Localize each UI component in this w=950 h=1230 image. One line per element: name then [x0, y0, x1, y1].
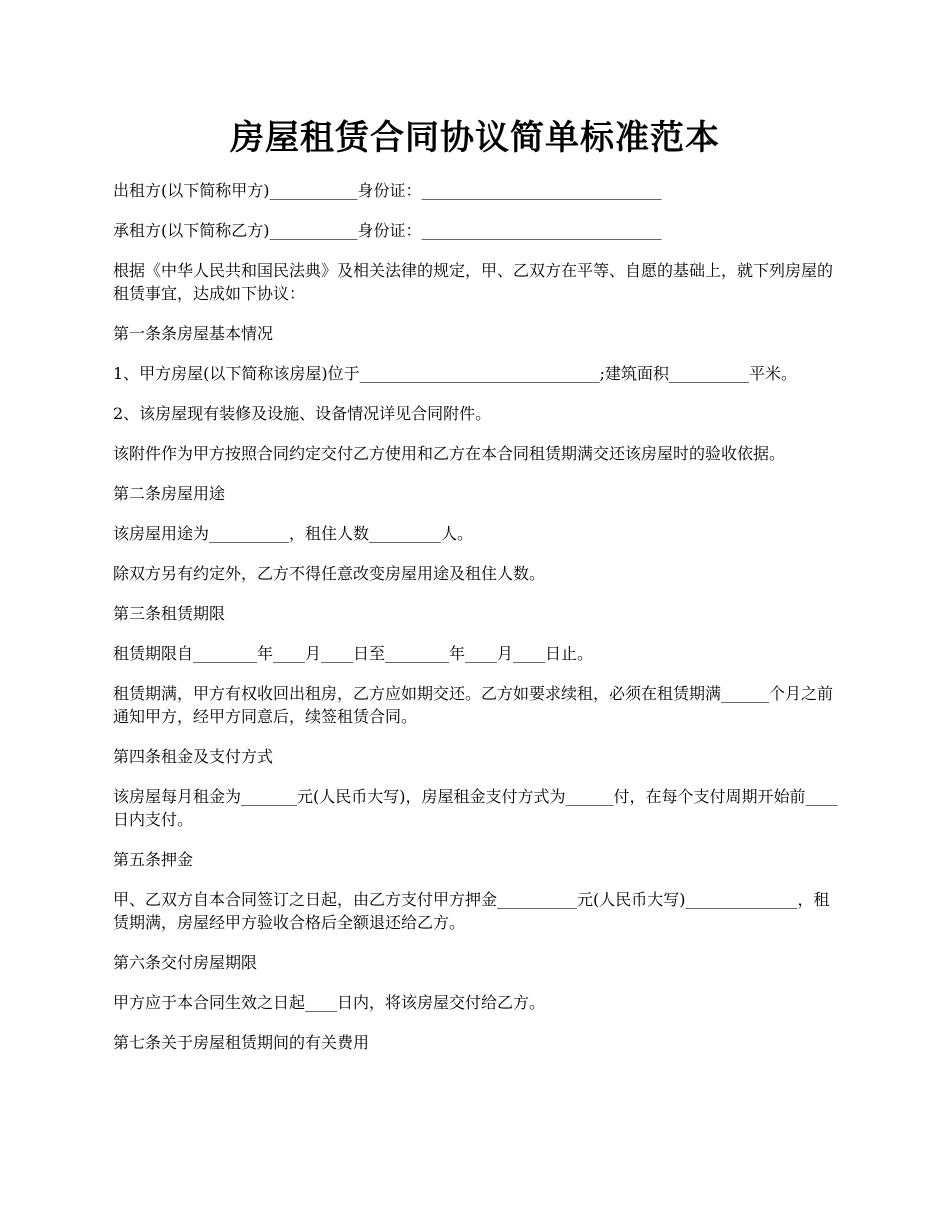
- paragraph-attachment: 该附件作为甲方按照合同约定交付乙方使用和乙方在本合同租赁期满交还该房屋时的验收依据。: [113, 444, 786, 463]
- paragraph-usage: 该房屋用途为__________，租住人数_________人。: [113, 524, 474, 543]
- paragraph-usage-restriction: 除双方另有约定外，乙方不得任意改变房屋用途及租住人数。: [113, 564, 546, 583]
- section-heading-3: 第三条租赁期限: [113, 604, 226, 623]
- paragraph-renewal: 租赁期满，甲方有权收回出租房，乙方应如期交还。乙方如要求续租，必须在租赁期满______个月之前通知甲方，经甲方同意后，续签租赁合同。: [113, 684, 834, 726]
- section-heading-6: 第六条交付房屋期限: [113, 953, 258, 972]
- section-heading-1: 第一条条房屋基本情况: [113, 324, 274, 343]
- paragraph-term: 租赁期限自________年____月____日至________年____月____日止。: [113, 644, 594, 663]
- paragraph-delivery: 甲方应于本合同生效之日起____日内，将该房屋交付给乙方。: [113, 993, 546, 1012]
- paragraph-location: 1、甲方房屋(以下简称该房屋)位于______________________________;建筑面积__________平米。: [113, 364, 798, 383]
- paragraph-facilities: 2、该房屋现有装修及设施、设备情况详见合同附件。: [113, 404, 492, 423]
- section-heading-2: 第二条房屋用途: [113, 484, 226, 503]
- section-heading-5: 第五条押金: [113, 850, 194, 869]
- paragraph-deposit: 甲、乙双方自本合同签订之日起，由乙方支付甲方押金__________元(人民币大写)______________，租赁期满，房屋经甲方验收合格后全额退还给乙方。: [113, 890, 830, 932]
- document-title: 房屋租赁合同协议简单标准范本: [230, 118, 720, 158]
- paragraph-lessee: 承租方(以下简称乙方)___________身份证：______________________________: [113, 221, 662, 240]
- paragraph-preamble: 根据《中华人民共和国民法典》及相关法律的规定，甲、乙双方在平等、自愿的基础上，就下列房屋的租赁事宜，达成如下协议：: [113, 261, 834, 303]
- paragraph-rent: 该房屋每月租金为_______元(人民币大写)，房屋租金支付方式为______付，在每个支付周期开始前____日内支付。: [113, 787, 838, 829]
- section-heading-7: 第七条关于房屋租赁期间的有关费用: [113, 1033, 370, 1052]
- section-heading-4: 第四条租金及支付方式: [113, 747, 274, 766]
- paragraph-lessor: 出租方(以下简称甲方)___________身份证：______________________________: [113, 181, 662, 200]
- document-body: [113, 179, 839, 1071]
